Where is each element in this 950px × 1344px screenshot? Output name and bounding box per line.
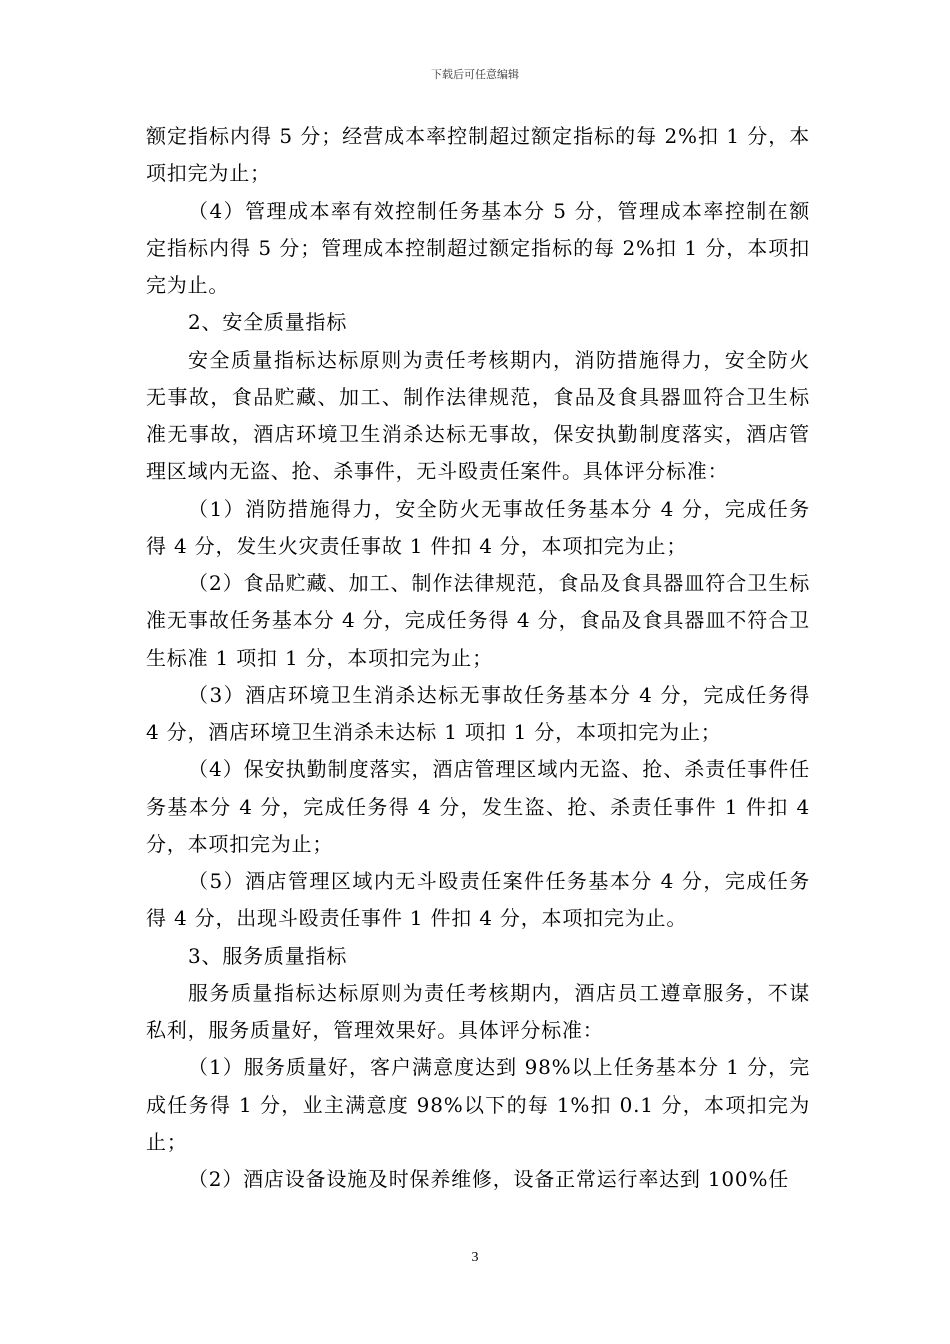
paragraph: 服务质量指标达标原则为责任考核期内，酒店员工遵章服务，不谋私利，服务质量好，管理效果好。具体评分标准：	[146, 980, 810, 1042]
paragraph: （4）管理成本率有效控制任务基本分 5 分，管理成本率控制在额定指标内得 5 分；管理成本控制超过额定指标的每 2%扣 1 分，本项扣完为止。	[146, 198, 810, 297]
section-heading: 3、服务质量指标	[188, 943, 348, 968]
paragraph: （1）服务质量好，客户满意度达到 98%以上任务基本分 1 分，完成任务得 1 分，业主满意度 98%以下的每 1%扣 0.1 分，本项扣完为止；	[146, 1055, 810, 1154]
paragraph: 安全质量指标达标原则为责任考核期内，消防措施得力，安全防火无事故，食品贮藏、加工、制作法律规范，食品及食具器皿符合卫生标准无事故，酒店环境卫生消杀达标无事故，保安执勤制度落实，酒店管理区域内无盗、抢、杀事件，无斗殴责任案件。具体评分标准：	[146, 347, 810, 484]
paragraph: （2）酒店设备设施及时保养维修，设备正常运行率达到 100%任	[188, 1167, 790, 1191]
document-body	[146, 118, 810, 1198]
paragraph: （5）酒店管理区域内无斗殴责任案件任务基本分 4 分，完成任务得 4 分，出现斗殴责任事件 1 件扣 4 分，本项扣完为止。	[146, 869, 810, 931]
paragraph: （1）消防措施得力，安全防火无事故任务基本分 4 分，完成任务得 4 分，发生火灾责任事故 1 件扣 4 分，本项扣完为止；	[146, 496, 810, 558]
paragraph: （4）保安执勤制度落实，酒店管理区域内无盗、抢、杀责任事件任务基本分 4 分，完成任务得 4 分，发生盗、抢、杀责任事件 1 件扣 4 分，本项扣完为止；	[146, 757, 810, 856]
page-header: 下载后可任意编辑	[431, 68, 519, 81]
paragraph: （3）酒店环境卫生消杀达标无事故任务基本分 4 分，完成任务得 4 分，酒店环境卫生消杀未达标 1 项扣 1 分，本项扣完为止；	[146, 682, 810, 744]
section-heading: 2、安全质量指标	[188, 310, 348, 335]
paragraph: （2）食品贮藏、加工、制作法律规范，食品及食具器皿符合卫生标准无事故任务基本分 4 分，完成任务得 4 分，食品及食具器皿不符合卫生标准 1 项扣 1 分，本项扣完为止；	[146, 571, 810, 670]
page-number: 3	[471, 1250, 479, 1265]
paragraph: 额定指标内得 5 分；经营成本率控制超过额定指标的每 2%扣 1 分，本项扣完为止；	[146, 124, 810, 186]
